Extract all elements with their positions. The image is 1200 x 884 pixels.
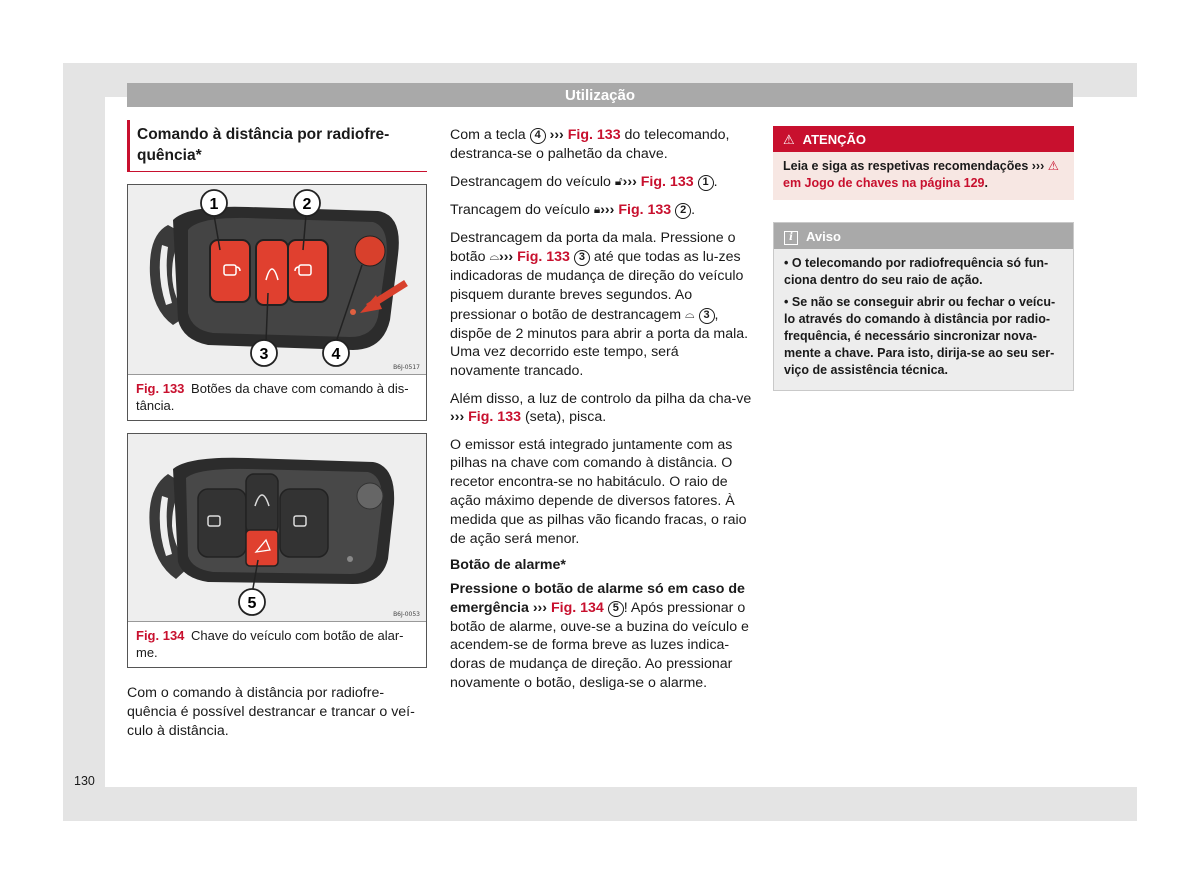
figure-caption-text: Chave do veículo com botão de alar-me. [136,628,404,660]
warning-box [773,126,1074,200]
warning-title: ATENÇÃO [802,132,866,147]
figure-134 [127,433,427,668]
intro-paragraph: Com o comando à distância por radiofre-quência é possível destrancar e trancar o veí-culo à distância. [127,685,415,739]
text: Além disso, a luz de controlo da pilha da cha-ve [450,390,752,407]
figure-caption [128,622,426,667]
svg-text:3: 3 [259,346,269,363]
figure-code: B6J-0517 [393,364,420,371]
figure-link[interactable]: Fig. 133 [468,409,521,426]
ref-number: 3 [699,308,715,324]
figure-133 [127,184,427,421]
warning-icon: ⚠ [1047,159,1059,173]
text: Trancagem do veículo [450,202,590,219]
figure-caption [128,375,426,420]
text: Destrancagem do veículo [450,174,611,191]
callout-2 [294,190,320,216]
callout-3 [251,340,277,366]
warning-link[interactable]: em Jogo de chaves na página 129 [783,176,985,190]
figure-number: Fig. 133 [136,381,185,396]
ref-number: 5 [608,601,624,617]
list-item: • O telecomando por radiofrequência só fun-ciona dentro do seu raio de ação. [784,256,1049,287]
text: Pressione o botão de alarme só em caso de emergência [450,580,745,616]
text: Com a tecla [450,127,526,143]
callout-5 [239,589,265,615]
text: até que todas as lu-zes indicadoras de mudança de direção do veículo pisquem durante breves segundos. Ao pressionar o botão de destrancagem [450,249,744,323]
text: O telecomando por radiofrequência só fun-ciona dentro do seu raio de ação. [784,256,1049,287]
text: Leia e siga as respetivas recomendações [783,159,1029,173]
figure-code: B6J-0053 [393,611,420,618]
figure-link[interactable]: Fig. 133 [517,249,570,266]
alarm-key-illustration [128,434,426,622]
chevron-icon: ››› [450,409,465,426]
svg-text:4: 4 [331,346,341,363]
svg-text:5: 5 [247,595,257,612]
chevron-icon: ››› [549,127,564,143]
chevron-icon: ››› [498,249,514,266]
paragraph-battery [450,390,752,428]
ref-number: 3 [574,250,590,266]
note-header [774,223,1073,249]
callout-1 [201,190,227,216]
text: (seta), pisca. [524,409,607,426]
section-title-line2: quência* [137,147,202,164]
figure-link[interactable]: Fig. 133 [567,127,621,143]
info-icon: i [784,231,798,245]
figure-link[interactable]: Fig. 133 [640,174,694,191]
paragraph-emitter: O emissor está integrado juntamente com as pilhas na chave com comando à distância. O recetor encontra-se no habitáculo. O raio de ação máximo depende de diversos fatores. À medida que as pilhas vão ficando fracas, o raio de ação será menor. [450,436,747,547]
svg-text:2: 2 [302,196,312,213]
trunk-icon: ⌓ [685,306,695,321]
text: Se não se conseguir abrir ou fechar o veícu-lo através do comando à distância por radio-frequência, é necessário sincronizar nova-mente a chave. Para isto, dirija-se ao seu ser-viço de assistência técnica. [784,295,1056,377]
svg-text:1: 1 [209,196,219,213]
text: . [984,176,988,190]
text: Destrancagem da porta da mala. Pressione o botão [450,229,736,266]
chapter-header: Utilização [127,83,1073,107]
alarm-key-svg [128,434,426,622]
text: , dispõe de 2 minutos para abrir a porta da mala. Uma vez decorrido este tempo, será novamente trancado. [450,306,749,380]
text: ! Após pressionar o botão de alarme, ouve-se a buzina do veículo e acendem-se de forma breve as luzes indica-doras de mudança de direção. Ao pressionar novamente o botão, desliga-se o alarme. [450,599,749,691]
figure-number: Fig. 134 [136,628,185,643]
ref-number: 4 [530,128,546,144]
paragraph-unlock: Destrancagem do veículo 🔓︎››› Fig. 133 1 . [450,174,718,191]
left-column [127,120,427,749]
chevron-icon: ››› [622,174,637,191]
trunk-icon: ⌓ [489,249,499,264]
warning-body [773,152,1074,200]
paragraph-alarm [450,580,752,693]
chevron-icon: ››› [600,202,615,219]
warning-icon: ⚠ [783,132,795,147]
callout-4 [323,340,349,366]
ref-number: 1 [698,175,714,191]
note-box [773,222,1074,391]
ref-number: 2 [675,203,691,219]
paragraph-key-blade [450,126,752,164]
warning-header [773,126,1074,152]
note-title: Aviso [806,229,841,244]
lock-icon: 🔒︎ [593,202,601,217]
section-title [127,120,427,172]
section-title-line1: Comando à distância por radiofre- [137,126,390,143]
paragraph-lock: Trancagem do veículo 🔒︎››› Fig. 133 2 . [450,202,696,219]
list-item: • Se não se conseguir abrir ou fechar o veícu-lo através do comando à distância por radio-frequência, é necessário sincronizar nova-mente a chave. Para isto, dirija-se ao seu ser-viço de assistência técnica. [784,295,1056,377]
middle-column [450,126,752,701]
alarm-subheading: Botão de alarme* [450,556,566,573]
chevron-icon: ››› [532,599,548,616]
figure-link[interactable]: Fig. 133 [618,202,672,219]
chevron-icon: ››› [1031,159,1045,173]
figure-link[interactable]: Fig. 134 [550,599,604,616]
key-remote-svg [128,185,426,375]
figure-caption-text: Botões da chave com comando à dis-tância. [136,381,409,413]
paragraph-trunk [450,229,752,381]
note-body [774,249,1073,390]
right-column [773,126,1074,391]
page-number: 130 [74,774,95,788]
unlock-icon: 🔓︎ [614,174,623,189]
text: do telecomando, destranca-se o palhetão da chave. [450,127,730,162]
key-remote-illustration [128,185,426,375]
